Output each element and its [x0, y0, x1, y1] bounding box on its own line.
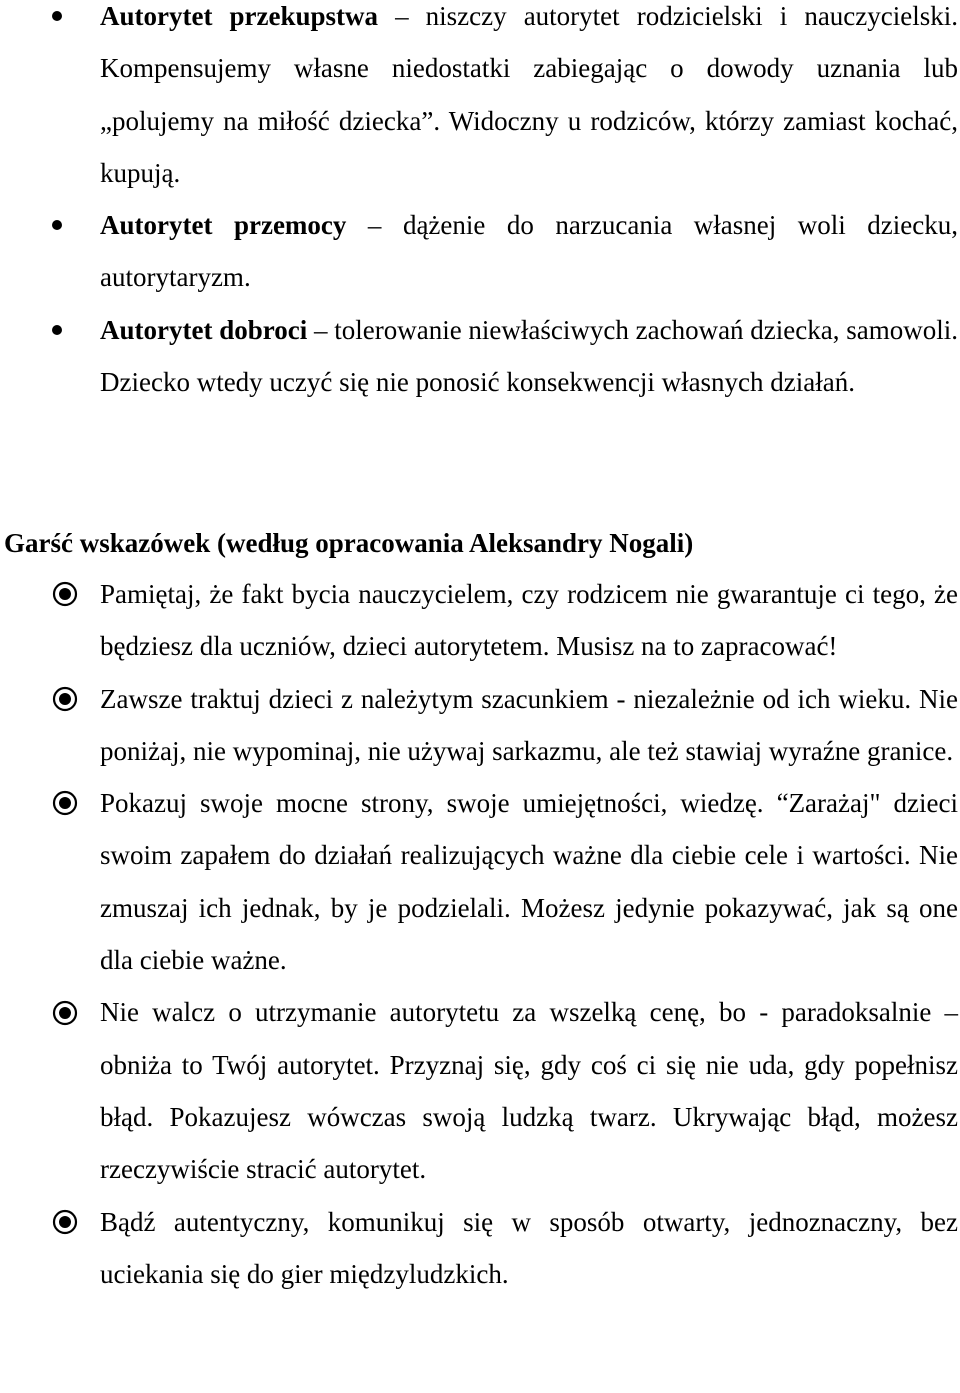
item-text: – tolerowanie niewłaściwych zachowań dziecka, samowoli. Dziecko wtedy uczyć się nie ponosić konsekwencji własnych działań.: [100, 314, 958, 398]
target-circle-icon: [52, 1196, 78, 1248]
target-circle-icon: [52, 986, 78, 1038]
list-item: [0, 568, 960, 673]
tips-list: [0, 568, 960, 1300]
bullet-dot-icon: [52, 304, 62, 356]
list-item: [0, 199, 960, 304]
list-item: [0, 673, 960, 778]
list-item: [0, 986, 960, 1195]
bullet-dot-icon: [52, 199, 62, 251]
item-lead: Autorytet dobroci: [100, 314, 308, 345]
target-circle-icon: [52, 568, 78, 620]
list-item: [0, 777, 960, 986]
tip-text: Bądź autentyczny, komunikuj się w sposób otwarty, jednoznaczny, bez uciekania się do gier międzyludzkich.: [100, 1206, 958, 1289]
authority-types-list: [0, 0, 960, 408]
tip-text: Pokazuj swoje mocne strony, swoje umiejętności, wiedzę. “Zarażaj" dzieci swoim zapałem do działań realizujących ważne dla ciebie cele i wartości. Nie zmuszaj ich jednak, by je podzielali. Możesz jedynie pokazywać, jak są one dla ciebie ważne.: [100, 788, 958, 976]
item-lead: Autorytet przemocy: [100, 210, 347, 241]
tip-text: Zawsze traktuj dzieci z należytym szacunkiem - niezależnie od ich wieku. Nie poniżaj, nie wypominaj, nie używaj sarkazmu, ale też stawiaj wyraźne granice.: [100, 683, 958, 766]
list-item: [0, 304, 960, 409]
item-text: – niszczy autorytet rodzicielski i nauczycielski. Kompensujemy własne niedostatki zabiegając o dowody uznania lub „polujemy na miłość dziecka”. Widoczny u rodziców, którzy zamiast kochać, kupują.: [100, 1, 958, 188]
list-item: [0, 0, 960, 199]
item-text: – dążenie do narzucania własnej woli dziecku, autorytaryzm.: [100, 210, 959, 293]
target-circle-icon: [52, 777, 78, 829]
tip-text: Pamiętaj, że fakt bycia nauczycielem, czy rodzicem nie gwarantuje ci tego, że będziesz dla uczniów, dzieci autorytetem. Musisz na to zapracować!: [100, 579, 958, 662]
item-lead: Autorytet przekupstwa: [100, 1, 379, 31]
section-heading: Garść wskazówek (według opracowania Aleksandry Nogali): [4, 528, 694, 558]
list-item: [0, 1196, 960, 1301]
tip-text: Nie walcz o utrzymanie autorytetu za wszelką cenę, bo - paradoksalnie – obniża to Twój autorytet. Przyznaj się, gdy coś ci się nie uda, gdy popełnisz błąd. Pokazujesz wówczas swoją ludzką twarz. Ukrywając błąd, możesz rzeczywiście stracić autorytet.: [100, 997, 958, 1185]
bullet-dot-icon: [52, 0, 62, 42]
target-circle-icon: [52, 673, 78, 725]
